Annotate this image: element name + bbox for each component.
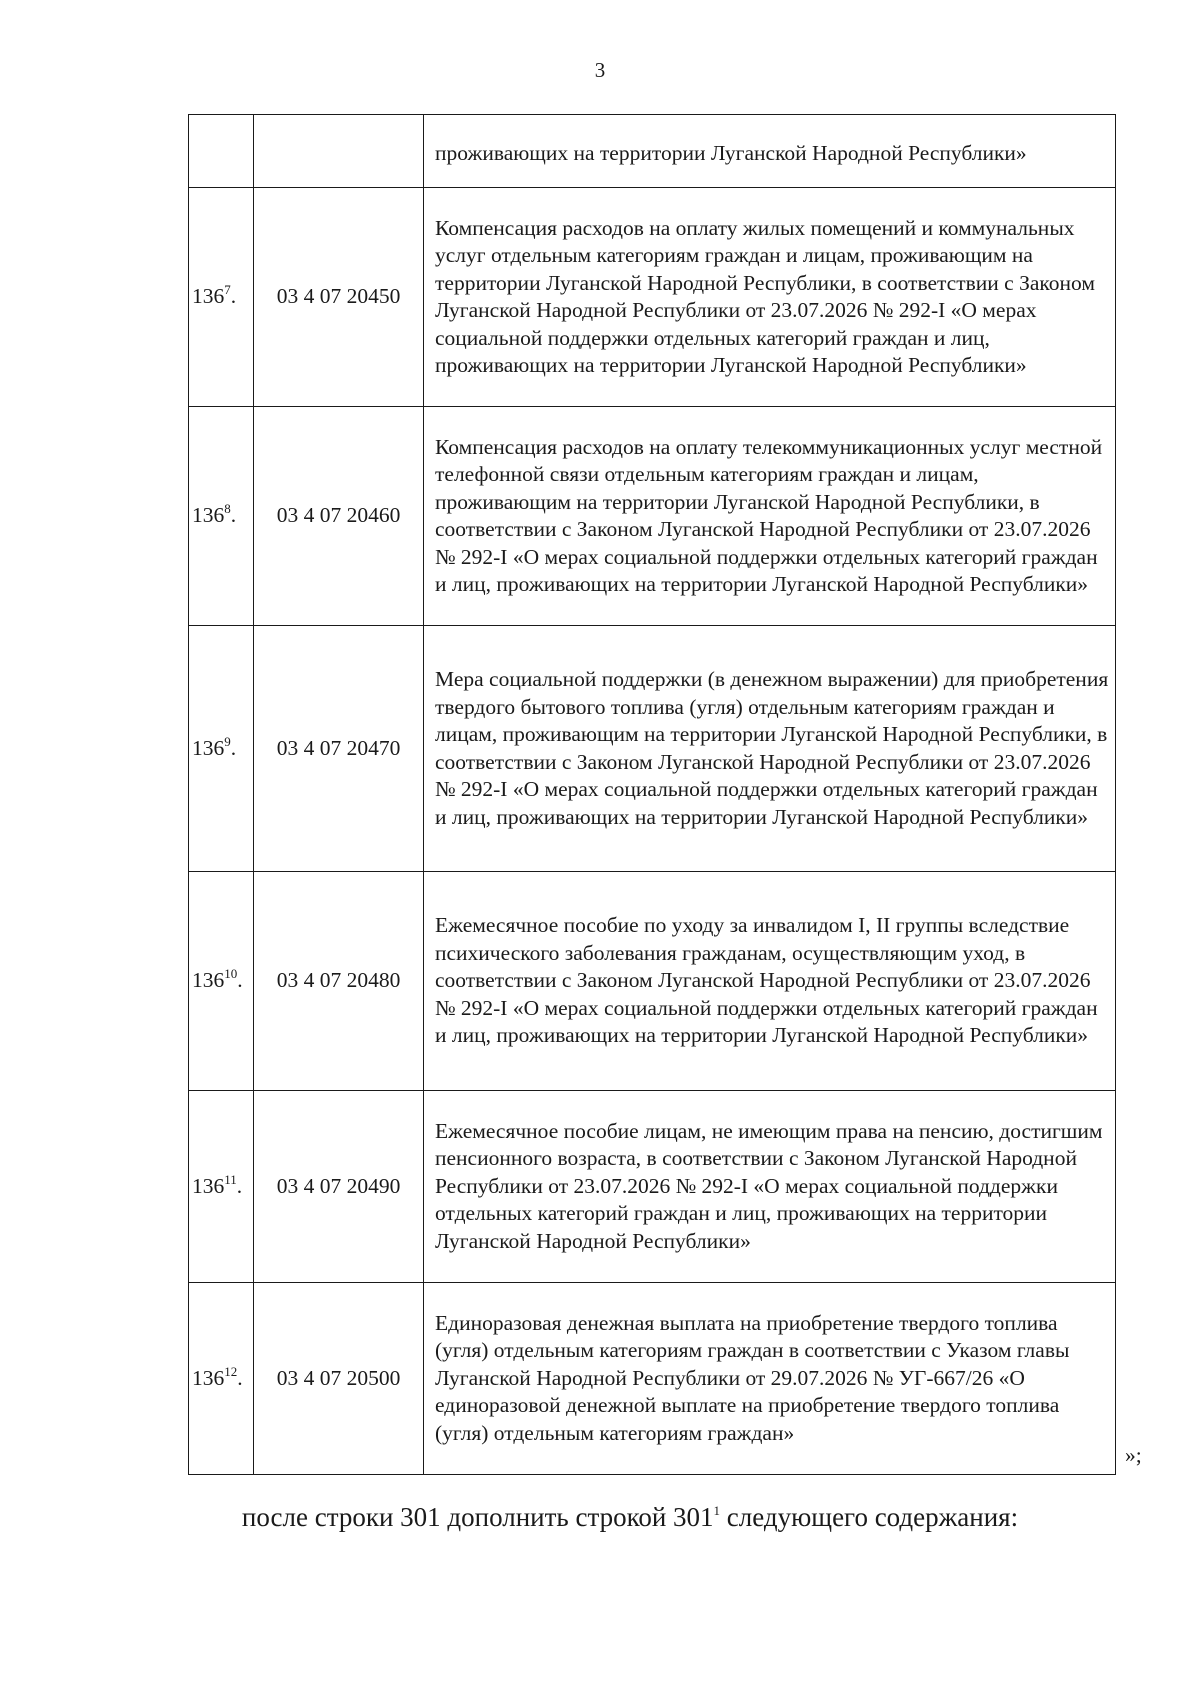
row-number-superscript: 7 (224, 282, 231, 298)
row-number-suffix: . (230, 284, 237, 309)
row-number-superscript: 10 (224, 966, 238, 982)
row-number-cell (189, 872, 254, 1091)
table-row (189, 115, 1116, 188)
description-cell: Компенсация расходов на оплату телекоммуникационных услуг местной телефонной связи отдельным категориям граждан и лицам, проживающим на территории Луганской Народной Республики, в соответствии с Законом Луганской Народной Республики от 23.07.2026 № 292-I «О мерах социальной поддержки отдельных категорий граждан и лиц, проживающих на территории Луганской Народной Республики» (424, 407, 1116, 626)
table-row (189, 1091, 1116, 1283)
row-number-superscript: 12 (224, 1363, 238, 1379)
description-cell: проживающих на территории Луганской Народной Республики» (424, 115, 1116, 188)
row-number-superscript: 9 (224, 733, 231, 749)
row-number-cell (189, 1091, 254, 1283)
row-number: 136 (192, 968, 225, 993)
row-number: 136 (192, 284, 225, 309)
classification-code-cell: 03 4 07 20460 (254, 407, 424, 626)
row-number-cell (189, 626, 254, 872)
description-cell: Ежемесячное пособие по уходу за инвалидом I, II группы вследствие психического заболевания гражданам, осуществляющим уход, в соответствии с Законом Луганской Народной Республики от 23.07.2026 № 292-I «О мерах социальной поддержки отдельных категорий граждан и лиц, проживающих на территории Луганской Народной Республики» (424, 872, 1116, 1091)
table-row (189, 872, 1116, 1091)
budget-classification-table (188, 114, 1116, 1475)
classification-code-cell: 03 4 07 20480 (254, 872, 424, 1091)
row-number-superscript: 8 (224, 501, 231, 517)
classification-code-cell: 03 4 07 20500 (254, 1283, 424, 1475)
row-number: 136 (192, 1173, 225, 1198)
description-cell: Единоразовая денежная выплата на приобретение твердого топлива (угля) отдельным категориям граждан в соответствии с Указом главы Луганской Народной Республики от 29.07.2026 № УГ-667/26 «О единоразовой денежной выплате на приобретение твердого топлива (угля) отдельным категориям граждан» (424, 1283, 1116, 1475)
description-cell: Ежемесячное пособие лицам, не имеющим права на пенсию, достигшим пенсионного возраста, в соответствии с Законом Луганской Народной Республики от 23.07.2026 № 292-I «О мерах социальной поддержки отдельных категорий граждан и лиц, проживающих на территории Луганской Народной Республики» (424, 1091, 1116, 1283)
row-number: 136 (192, 1365, 225, 1390)
row-number-cell (189, 115, 254, 188)
table-row (189, 626, 1116, 872)
instruction-superscript: 1 (713, 1503, 721, 1518)
amendment-instruction (0, 1501, 1200, 1533)
row-number-superscript: 11 (224, 1171, 237, 1187)
instruction-text: после строки 301 дополнить строкой 301 (241, 1502, 714, 1532)
row-number: 136 (192, 735, 225, 760)
classification-code-cell: 03 4 07 20490 (254, 1091, 424, 1283)
description-cell: Компенсация расходов на оплату жилых помещений и коммунальных услуг отдельным категориям граждан и лицам, проживающим на территории Луганской Народной Республики, в соответствии с Законом Луганской Народной Республики от 23.07.2026 № 292-I «О мерах социальной поддержки отдельных категорий граждан и лиц, проживающих на территории Луганской Народной Республики» (424, 188, 1116, 407)
classification-code-cell: 03 4 07 20450 (254, 188, 424, 407)
row-number-suffix: . (230, 735, 237, 760)
instruction-text-end: следующего содержания: (720, 1502, 1019, 1532)
table-row (189, 188, 1116, 407)
row-number-cell (189, 407, 254, 626)
classification-code-cell: 03 4 07 20470 (254, 626, 424, 872)
table-row (189, 1283, 1116, 1475)
row-number-cell (189, 1283, 254, 1475)
row-number-suffix: . (236, 1173, 243, 1198)
row-number-suffix: . (230, 503, 237, 528)
table-row (189, 407, 1116, 626)
closing-quote: »; (1125, 1443, 1142, 1467)
row-number-cell (189, 188, 254, 407)
description-cell: Мера социальной поддержки (в денежном выражении) для приобретения твердого бытового топлива (угля) отдельным категориям граждан и лицам, проживающим на территории Луганской Народной Республики, в соответствии с Законом Луганской Народной Республики от 23.07.2026 № 292-I «О мерах социальной поддержки отдельных категорий граждан и лиц, проживающих на территории Луганской Народной Республики» (424, 626, 1116, 872)
classification-code-cell (254, 115, 424, 188)
row-number: 136 (192, 503, 225, 528)
row-number-suffix: . (237, 968, 243, 993)
page-number: 3 (594, 58, 606, 82)
row-number-suffix: . (237, 1365, 243, 1390)
